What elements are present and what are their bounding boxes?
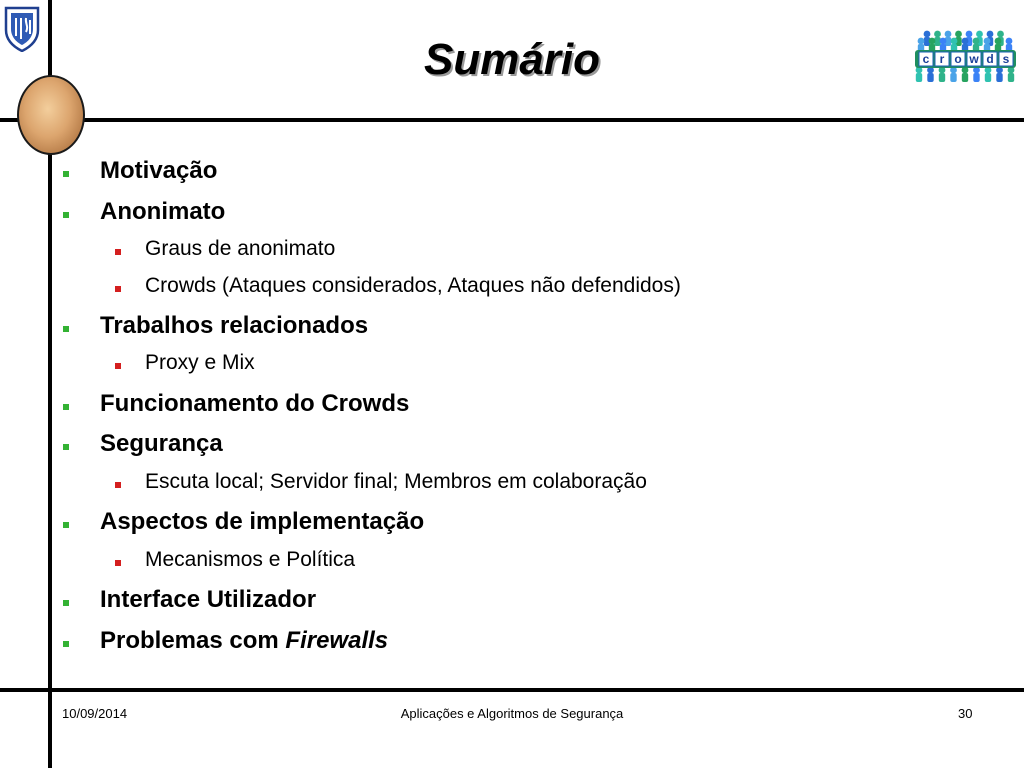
red-bullet-icon: [115, 482, 121, 488]
green-bullet-icon: [63, 326, 69, 332]
footer-rule: [0, 688, 1024, 692]
outline-text-main: Motivação: [100, 157, 218, 184]
outline-text-main: Interface Utilizador: [100, 586, 317, 613]
outline-text-main: Escuta local; Servidor final; Membros em colaboração: [145, 470, 647, 493]
decorative-orb: [17, 75, 85, 155]
red-bullet-icon: [115, 363, 121, 369]
green-bullet-icon: [63, 444, 69, 450]
svg-text:r: r: [939, 52, 945, 66]
svg-text:d: d: [986, 52, 994, 66]
outline-text: [145, 469, 647, 495]
outline-text-main: Graus de anonimato: [145, 237, 336, 260]
svg-text:c: c: [922, 52, 930, 66]
outline-text: [145, 350, 255, 376]
slide-title: Sumário: [423, 35, 601, 84]
outline-text-main: Funcionamento do Crowds: [100, 390, 410, 417]
green-bullet-icon: [63, 404, 69, 410]
outline-text: [100, 157, 217, 185]
outline-text-main: Anonimato: [100, 198, 226, 225]
green-bullet-icon: [63, 600, 69, 606]
outline-text: [100, 586, 316, 614]
red-bullet-icon: [115, 560, 121, 566]
outline-text-main: Proxy e Mix: [145, 351, 255, 374]
outline-text: [145, 236, 335, 262]
red-bullet-icon: [115, 286, 121, 292]
outline-text: [100, 627, 388, 655]
green-bullet-icon: [63, 641, 69, 647]
green-bullet-icon: [63, 212, 69, 218]
outline-text-main: Segurança: [100, 430, 223, 457]
green-bullet-icon: [63, 171, 69, 177]
outline-text: [145, 547, 355, 573]
svg-text:o: o: [954, 52, 962, 66]
outline-text: [100, 312, 368, 340]
outline-text: [100, 198, 225, 226]
outline-text-emphasis: Firewalls: [285, 627, 389, 654]
outline-text: [145, 273, 681, 299]
green-bullet-icon: [63, 522, 69, 528]
outline-text: [100, 430, 223, 458]
outline-text-main: Crowds (Ataques considerados, Ataques não defendidos): [145, 274, 681, 297]
svg-text:w: w: [969, 52, 979, 66]
header-rule: [0, 118, 1024, 122]
page-number: 30: [958, 706, 973, 721]
red-bullet-icon: [115, 249, 121, 255]
crowds-logo: [913, 26, 1018, 84]
footer-date: 10/09/2014: [62, 706, 128, 721]
svg-text:s: s: [1002, 52, 1010, 66]
outline-text-main: Mecanismos e Política: [145, 548, 356, 571]
outline-text-main: Problemas com: [100, 627, 286, 654]
outline-text: [100, 390, 409, 418]
footer-course: Aplicações e Algoritmos de Segurança: [400, 706, 624, 721]
outline-text: [100, 508, 424, 536]
outline-text-main: Trabalhos relacionados: [100, 312, 369, 339]
outline-text-main: Aspectos de implementação: [100, 508, 425, 535]
